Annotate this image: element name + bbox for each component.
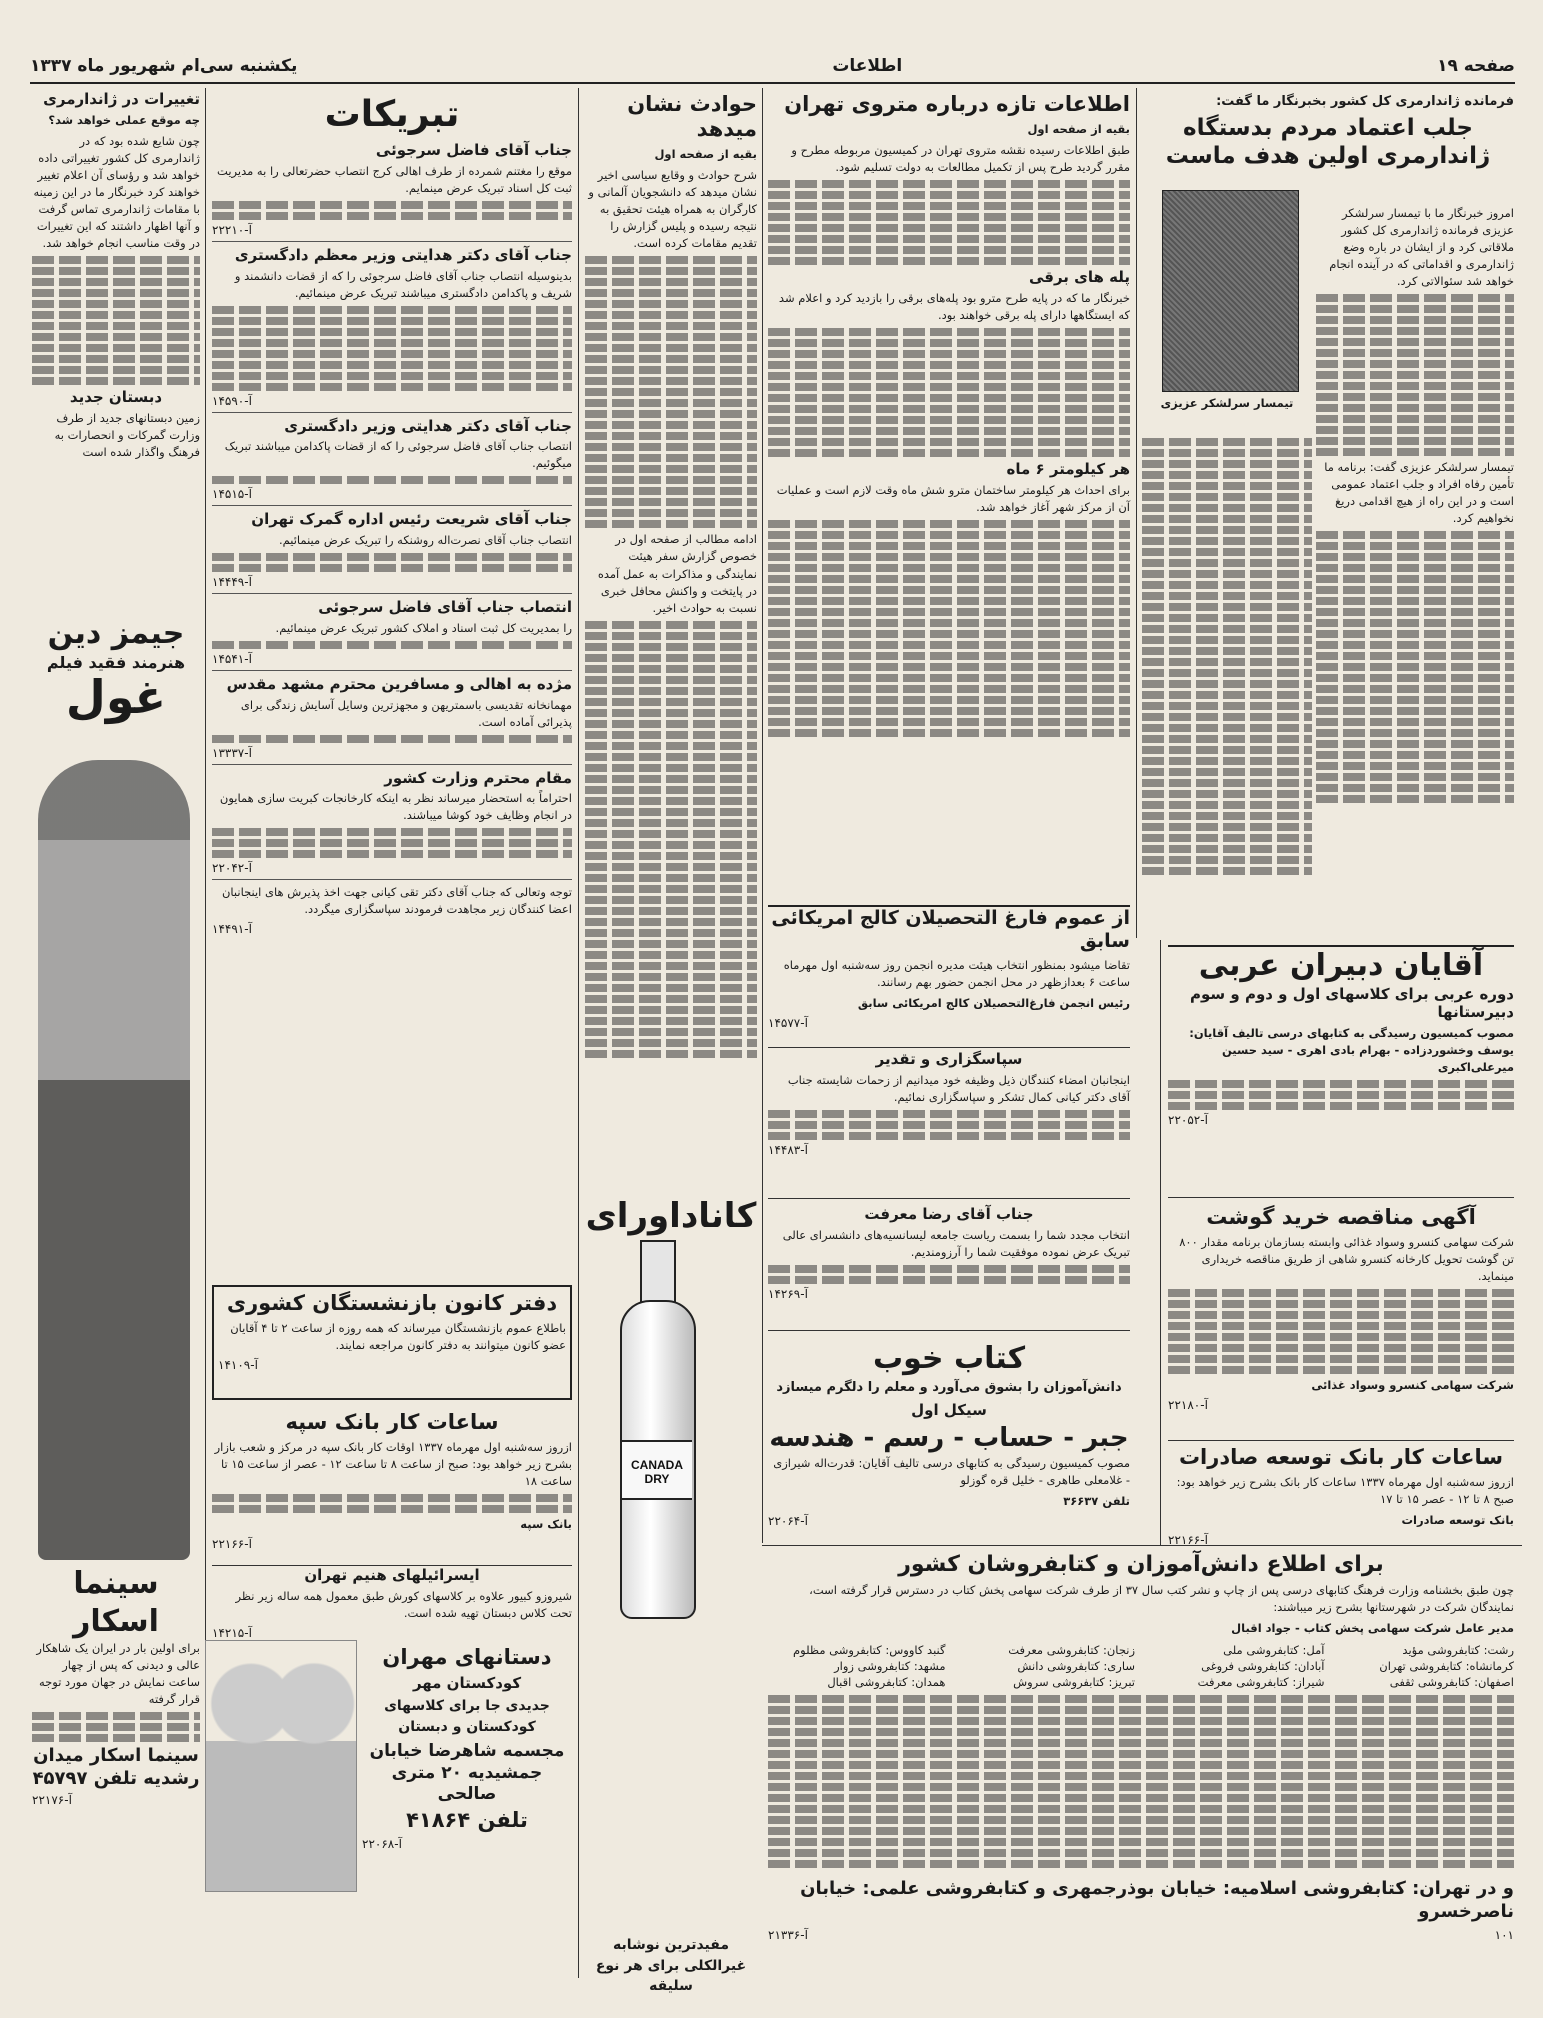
thanks-notice [768, 1050, 1130, 1199]
rugs-notice [212, 1565, 572, 1641]
education-congrats [768, 1205, 1130, 1331]
item-head: مقام محترم وزارت کشور [384, 768, 572, 787]
actor-photo [38, 760, 190, 1560]
book-code: آ-۲۲۰۶۴ [768, 1514, 808, 1529]
paper-name: اطلاعات [832, 56, 903, 76]
congrats-item [212, 671, 572, 765]
bank-body: ازروز سه‌شنبه اول مهرماه ۱۳۳۷ ساعات کار بانک بشرح زیر خواهد بود: صبح ۸ تا ۱۲ - عصر ۱۵ تا ۱۷ [1176, 1475, 1514, 1507]
gendarmerie-body-column2 [1142, 435, 1312, 935]
city-item: رشت: کتابفروشی مؤید [1402, 1643, 1514, 1658]
masthead [30, 50, 1515, 84]
item-body: مهمانخانه تقدیسی باسمتریهن و مجهزترین وسایل آسایش زندگی برای پذیرائی آماده است. [240, 697, 572, 729]
city-list [768, 1643, 1514, 1689]
bank-title: ساعات کار بانک توسعه صادرات [1178, 1445, 1504, 1469]
item-body: انتصاب جناب آقای نصرت‌اله روشنکه را تبریک عرض مینمائیم. [278, 533, 572, 548]
ad-address: و در تهران: کتابفروشی اسلامیه: خیابان بوذرجمهری و کتابفروشی علمی: خیابان ناصرخسرو [800, 1878, 1514, 1922]
article-subtitle: بقیه از صفحه اول [654, 147, 757, 162]
subhead-escalators: پله های برقی [1028, 268, 1130, 287]
bank-sign: بانک توسعه صادرات [1401, 1513, 1514, 1528]
article-subtitle: بقیه از صفحه اول [1027, 122, 1130, 137]
bank-sepah-hours [212, 1410, 572, 1560]
school-title: دستانهای مهران [382, 1645, 552, 1669]
box-body: باطلاع عموم بازنشستگان میرساند که همه روزه از ساعت ۲ تا ۴ آقایان عضو کانون میتوانند به دفتر کانون مراجعه نمایند. [230, 1321, 566, 1353]
cinema-footer: سینما اسکار میدان رشدیه تلفن ۴۵۷۹۷ [32, 1745, 200, 1789]
article-body-continued: ادامه مطالب از صفحه اول در خصوص گزارش سفر هیئت نمایندگی و مذاکرات به عمل آمده در پایتخت و واکنش محافل خبری نسبت به حوادث اخیر. [597, 532, 757, 615]
metro-article [768, 92, 1130, 837]
city-item: آمل: کتابفروشی ملی [1223, 1643, 1325, 1658]
bank-sign: بانک سپه [520, 1517, 572, 1532]
ad-code: آ-۱۴۵۷۷ [768, 1015, 808, 1030]
book-phone: تلفن ۳۶۶۳۷ [1063, 1494, 1130, 1509]
ad-title: از عموم فارغ التحصیلان کالج امریکائی سابق [771, 907, 1130, 952]
item-code: آ-۱۴۴۴۹ [212, 575, 252, 590]
city-item: گنبد کاووس: کتابفروشی مظلوم [793, 1643, 946, 1658]
school-ad-title: دبستان جدید [69, 387, 163, 406]
book-title: کتاب خوب [872, 1341, 1026, 1376]
teacher-sub: دوره عربی برای کلاسهای اول و دوم و سوم دبیرستانها [1190, 984, 1514, 1022]
column-rule [1160, 940, 1161, 1545]
thanks-code: آ-۱۴۴۸۳ [768, 1142, 808, 1157]
congrats-item [212, 413, 572, 507]
school-address: مجسمه شاهرضا خیابان جمشیدیه ۲۰ متری صالحی [369, 1741, 565, 1804]
ad-sign: مدیر عامل شرکت سهامی پخش کتاب - جواد اقبال [1231, 1621, 1514, 1636]
teacher-title: آقایان دبیران عربی [1198, 948, 1484, 983]
export-bank-hours [1168, 1445, 1514, 1548]
events-article [585, 92, 757, 1182]
box-code: آ-۱۴۱۰۹ [218, 1358, 258, 1373]
movie-ad-header [32, 615, 200, 765]
item-head: انتصاب جناب آقای فاضل سرجوئی [318, 598, 572, 617]
item-code: آ-۲۲۰۴۲ [212, 861, 252, 876]
book-body: مصوب کمیسیون رسیدگی به کتابهای درسی تالیف آقایان: قدرت‌اله شیرازی - غلامعلی طاهری - خلیل قره گوزلو [773, 1455, 1130, 1487]
meat-sign: شرکت سهامی کنسرو وسواد غذائی [1311, 1378, 1514, 1393]
edu-title: جناب آقای رضا معرفت [864, 1205, 1034, 1223]
children-illustration [205, 1640, 357, 1892]
movie-tagline: هنرمند فقید فیلم [46, 652, 186, 672]
item-body: بدینوسیله انتصاب جناب آقای فاضل سرجوئی را که از قضات دانشمند و شریف و پاکدامن دادگستری میباشند تبریک عرض مینمائیم. [234, 268, 572, 300]
item-body: انتصاب جناب آقای فاضل سرجوئی را که از قضات پاکدامن میباشند تبریک میگوئیم. [224, 439, 572, 471]
school-code: آ-۲۲۰۶۸ [362, 1837, 402, 1852]
item-code: آ-۱۳۳۳۷ [212, 745, 252, 760]
article-body: شرح حوادث و وقایع سیاسی اخیر نشان میدهد که دانشجویان آلمانی و کارگران به همراه هیئت تحقیق به نتیجه رسیده و پلیس گزارش را تقدیم مقامات کرده است. [588, 168, 757, 251]
column-rule [578, 88, 579, 1978]
congrats-item [212, 594, 572, 671]
movie-title: غول [65, 669, 167, 724]
thanks-title: سپاسگزاری و تقدیر [875, 1050, 1023, 1068]
city-item: زنجان: کتابفروشی معرفت [1008, 1643, 1135, 1658]
congrats-item [212, 137, 572, 242]
cinema-name: سینما اسکار [73, 1566, 159, 1639]
alumni-ad [768, 905, 1130, 1048]
photo-caption [1142, 395, 1312, 425]
column-rule [762, 88, 763, 1543]
edu-code: آ-۱۴۲۶۹ [768, 1286, 808, 1301]
book-subjects: جبر - حساب - رسم - هندسه [769, 1423, 1129, 1454]
ad-code: آ-۲۱۳۳۶ [768, 1928, 808, 1943]
item-head: جناب آقای دکتر هدایتی وزیر معظم دادگستری [234, 245, 572, 264]
edu-body: انتخاب مجدد شما را بسمت ریاست جامعه لیسانسیه‌های دانشسرای عالی تبریک عرض نموده موفقیت شما را آرزومندیم. [782, 1227, 1130, 1259]
item-body: موقع را مغتنم شمرده از طرف اهالی کرج انتصاب حضرتعالی را به مدیریت ثبت کل اسناد تبریک عرض مینمایم. [217, 163, 572, 195]
item-code: آ-۱۴۵۱۵ [212, 487, 252, 502]
notice [212, 880, 572, 940]
item-head: جناب آقای دکتر هدایتی وزیر دادگستری [284, 416, 572, 435]
rugs-title: ایسرائیلهای هنیم تهران [304, 1566, 480, 1584]
brand-name-en: CANADA DRY [631, 1458, 683, 1487]
teacher-body: مصوب کمیسیون رسیدگی به کتابهای درسی تالیف آقایان: یوسف وخشوردزاده - بهرام بادی اهری - سید حسین میرعلی‌اکبری [1189, 1026, 1514, 1075]
city-item: مشهد: کتابفروشی زوار [834, 1659, 946, 1674]
gendarmerie-headline [1142, 92, 1514, 202]
congrats-item [212, 765, 572, 881]
congrats-item [212, 242, 572, 413]
item-head: مژده به اهالی و مسافرین محترم مشهد مقدس [226, 674, 572, 693]
bank-code: آ-۲۲۱۶۶ [212, 1537, 252, 1552]
city-item: آبادان: کتابفروشی فروغی [1201, 1659, 1325, 1674]
article-body: امروز خبرنگار ما با تیمسار سرلشکر عزیزی فرمانده ژاندارمری کل کشور ملاقاتی کرد و از ایشان در باره وضع ژاندارمری و اقداماتی که در آینده انجام خواهد شد سئوالاتی کرد. [1329, 206, 1514, 289]
thanks-body: اینجانبان امضاء کنندگان ذیل وظیفه خود میدانیم از زحمات شایسته جناب آقای دکتر کیانی کمال تشکر و سپاسگزاری نمائیم. [787, 1072, 1130, 1104]
bank-code: آ-۲۲۱۶۶ [1168, 1533, 1208, 1548]
caption: تیمسار سرلشکر عزیزی [1160, 396, 1294, 410]
city-item: اصفهان: کتابفروشی ثقفی [1389, 1675, 1514, 1690]
gendarmerie-changes-article [32, 90, 200, 610]
item-head: جناب آقای شریعت رئیس اداره گمرک تهران [251, 510, 572, 529]
box-title: دفتر کانون بازنشستگان کشوری [226, 1291, 558, 1315]
notice-code: آ-۱۴۴۹۱ [212, 922, 252, 937]
ad-title: برای اطلاع دانش‌آموزان و کتابفروشان کشور [898, 1552, 1384, 1577]
bookstores-ad [768, 1552, 1514, 1992]
canada-dry-slogan [585, 1935, 757, 1995]
ad-sign: رئیس انجمن فارغ‌التحصیلان کالج امریکائی سابق [857, 995, 1130, 1010]
school-phone: تلفن ۴۱۸۶۴ [406, 1808, 528, 1833]
canada-dry-brand [585, 1195, 757, 1245]
meat-title: آگهی مناقصه خرید گوشت [1206, 1205, 1476, 1229]
article-title: تغییرات در ژاندارمری [43, 90, 200, 108]
bank-body: ازروز سه‌شنبه اول مهرماه ۱۳۳۷ اوقات کار بانک سپه در مرکز و شعب بازار بشرح زیر خواهد بود: صبح از ساعت ۸ تا ساعت ۱۲ - عصر از ساعت ۱۵ تا ساعت ۱۸ [214, 1440, 572, 1489]
ad-body: تقاضا میشود بمنظور انتخاب هیئت مدیره انجمن روز سه‌شنبه اول مهرماه ساعت ۶ بعدازظهر در محل انجمن حضور بهم رسانند. [783, 957, 1130, 989]
bottle-label [622, 1440, 692, 1500]
ad-footer [768, 1926, 1514, 1942]
article-body-continued: تیمسار سرلشکر عزیزی گفت: برنامه ما تأمین رفاه افراد و جلب اعتماد عمومی است و در این راه از هیچ اقدامی دریغ نخواهیم کرد. [1324, 460, 1514, 526]
meat-tender-ad [1168, 1205, 1514, 1441]
general-portrait [1162, 190, 1299, 392]
article-body: چون شایع شده بود که در ژاندارمری کل کشور تغییراتی داده خواهد شد و رؤسای آن اعلام تغییر خواهند کرد خبرنگار ما در این زمینه با مقامات ژاندارمری تماس گرفت و آنها اظهار داشتند که این تغییرات در وقت مناسب انجام خواهد شد. [33, 133, 200, 250]
rugs-code: آ-۱۴۲۱۵ [212, 1625, 252, 1640]
city-item: شیراز: کتابفروشی معرفت [1197, 1675, 1325, 1690]
column-rule [205, 88, 206, 1688]
article-kicker: فرمانده ژاندارمری کل کشور بخبرنگار ما گفت: [1216, 94, 1514, 109]
city-item: کرمانشاه: کتابفروشی تهران [1379, 1659, 1514, 1674]
article-body: طبق اطلاعات رسیده نقشه متروی تهران در کمیسیون مربوطه مطرح و مقرر گردید طرح پس از تکمیل مطالعات به دولت تسلیم شود. [791, 143, 1130, 175]
item-code: آ-۱۴۵۹۰ [212, 393, 252, 408]
article-title: اطلاعات تازه درباره متروی تهران [784, 92, 1130, 116]
rugs-body: شیروزو کبیور علاوه بر کلاسهای کورش طبق معمول همه ساله زیر نظر تحت کلاس دبستان تهیه شده است. [235, 1588, 572, 1620]
congrats-item [212, 506, 572, 594]
teacher-code: آ-۲۲۰۵۲ [1168, 1113, 1208, 1128]
ad-body: چون طبق بخشنامه وزارت فرهنگ کتابهای درسی پس از چاپ و نشر کتب سال ۳۷ از طرف شرکت سهامی پخش کتاب در دسترس قرار گرفته است، نمایندگان شرکت در شهرستانها بشرح زیر میباشند: [809, 1583, 1514, 1615]
city-item: تبریز: کتابفروشی سروش [1013, 1675, 1135, 1690]
good-book-ad [768, 1340, 1130, 1540]
subhead-escalators-body: خبرنگار ما که در پایه طرح مترو بود پله‌های برقی را بازدید کرد و اعلام شد که ایستگاهها دارای پله برقی خواهند بود. [778, 290, 1130, 322]
book-cycle: سیکل اول [911, 1400, 987, 1419]
brand-name-fa: کاناداورای [585, 1196, 757, 1236]
notice-body: توجه وتعالی که جناب آقای دکتر تقی کیانی جهت اخذ پذیرش های اینجانبان اعضا کنندگان زیر مجاهدت فرمودند سپاسگزاری میگردد. [221, 885, 572, 917]
cinema-body: برای اولین بار در ایران یک شاهکار عالی و دیدنی که پس از چهار ساعت نمایش در جهان مورد توجه قرار گرفته [36, 1641, 200, 1707]
meat-code: آ-۲۲۱۸۰ [1168, 1398, 1208, 1413]
city-item: همدان: کتابفروشی اقبال [827, 1675, 946, 1690]
school-ad [362, 1645, 572, 1980]
city-item: ساری: کتابفروشی دانش [1017, 1659, 1135, 1674]
book-sub: دانش‌آموزان را بشوق می‌آورد و معلم را دلگرم میسازد [776, 1379, 1122, 1395]
ad-code: آ-۲۲۱۷۶ [32, 1793, 72, 1808]
gendarmerie-body [1316, 205, 1514, 935]
page-number: صفحه ۱۹ [1437, 56, 1515, 76]
issue-date: یکشنبه سی‌ام شهریور ماه ۱۳۳۷ [30, 56, 298, 76]
retirees-box [212, 1285, 572, 1400]
article-title: حوادث نشان میدهد [627, 92, 757, 142]
school-body: جدیدی جا برای کلاسهای کودکستان و دبستان [384, 1697, 550, 1735]
school-ad-body: زمین دبستانهای جدید از طرف وزارت گمرکات و انحصارات به فرهنگ واگذار شده است [54, 410, 200, 459]
item-code: آ-۱۴۵۴۱ [212, 651, 252, 666]
item-head: جناب آقای فاضل سرجوئی [375, 141, 572, 159]
meat-body: شرکت سهامی کنسرو وسواد غذائی وابسته بسازمان برنامه مقدار ۸۰۰ تن گوشت تحویل کارخانه کنسرو شاهی از طریق مناقصه خریداری مینماید. [1179, 1235, 1514, 1284]
cinema-ad [32, 1565, 200, 1985]
subhead-per-km: هر کیلومتر ۶ ماه [1006, 460, 1130, 479]
column-rule [1136, 88, 1137, 938]
article-title: جلب اعتماد مردم بدستگاه ژاندارمری اولین هدف ماست [1165, 115, 1491, 169]
folio: ۱۰۱ [1494, 1928, 1514, 1943]
school-sub: کودکستان مهر [412, 1674, 522, 1693]
slogan: مفیدترین نوشابه غیرالکلی برای هر نوع سلیقه [595, 1937, 747, 1995]
item-code: آ-۲۲۲۱۰ [212, 222, 252, 237]
subhead-per-km-body: برای احداث هر کیلومتر ساختمان مترو شش ماه وقت لازم است و عملیات آن از مرکز شهر آغاز خواهد شد. [776, 482, 1130, 514]
item-body: را بمدیریت کل ثبت اسناد و املاک کشور تبریک عرض مینمائیم. [275, 620, 572, 635]
item-body: احتراماً به استحضار میرساند نظر به اینکه کارخانجات کبریت سازی همایون در انجام وظایف خود کوشا میباشند. [219, 791, 572, 823]
article-subtitle: چه موقع عملی خواهد شد؟ [48, 112, 200, 127]
bank-title: ساعات کار بانک سپه [285, 1410, 499, 1434]
congratulations-section [212, 92, 572, 1272]
section-title: تبریکات [324, 94, 460, 135]
arabic-teachers-ad [1168, 945, 1514, 1198]
movie-star: جیمز دین [47, 616, 185, 651]
